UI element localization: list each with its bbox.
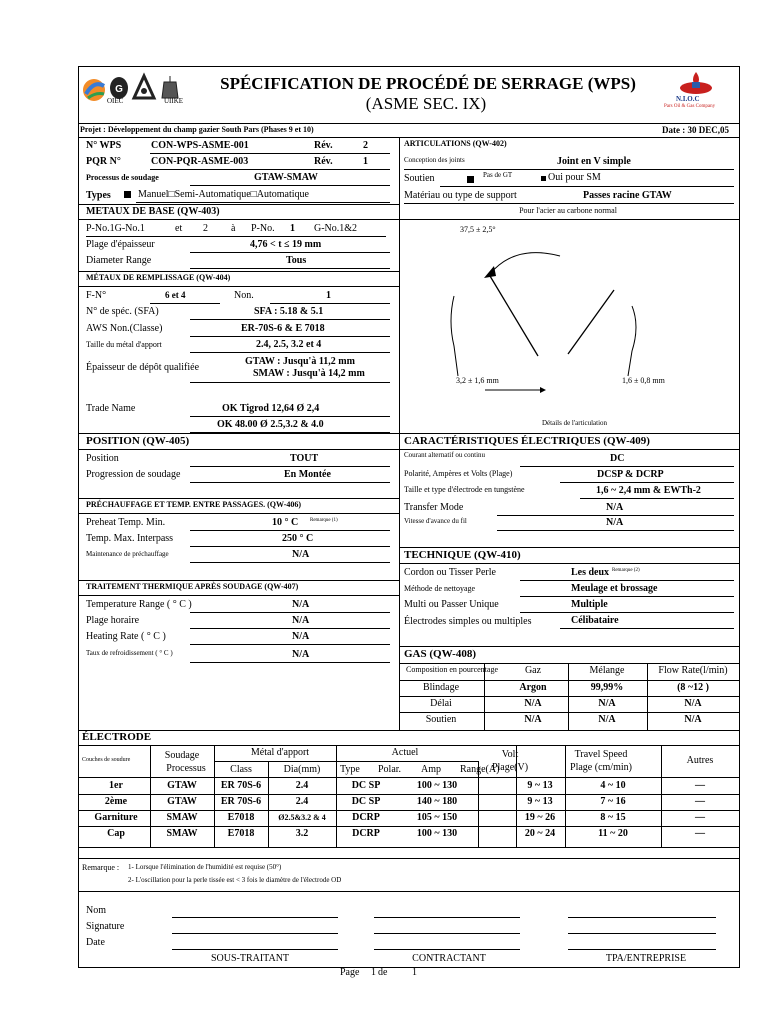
support-value: Passes racine GTAW [583, 190, 672, 201]
gno-label: G-No.1&2 [314, 223, 358, 234]
progression-label: Progression de soudage [86, 469, 181, 480]
logo-label-oiec: OIEC [107, 97, 124, 105]
electrode-h-polar: Polar. [378, 764, 402, 775]
gas-header-gaz: Gaz [524, 665, 542, 676]
electrode-cell: 3.2 [295, 828, 309, 839]
angle-label: 37,5 ± 2,5° [460, 225, 496, 234]
electrode-cell: GTAW [167, 780, 197, 791]
electrode-cell: 4 ~ 10 [600, 780, 626, 791]
svg-text:G: G [115, 84, 123, 95]
footer-page-label: Page [340, 967, 360, 978]
types-label: Types [86, 190, 111, 201]
preheat-min-label: Preheat Temp. Min. [86, 517, 166, 528]
backing-opt-1: Pas de GT [483, 171, 513, 179]
electrode-cell: — [695, 828, 705, 839]
deposit-label: Épaisseur de dépôt qualifiée [86, 362, 200, 373]
polarity-label: Polarité, Ampères et Volts (Plage) [404, 469, 513, 478]
gas-cell: N/A [524, 714, 542, 725]
pwht-range-label: Temperature Range ( ° C ) [86, 599, 192, 610]
gas-header-flow: Flow Rate(l/min) [658, 665, 728, 676]
size-label: Taille du métal d'apport [86, 340, 162, 349]
footer-total: 1 [412, 967, 417, 978]
electrode-cell: 20 ~ 24 [524, 828, 556, 839]
electrode-cell: — [695, 796, 705, 807]
electrode-cell: DC SP [351, 796, 381, 807]
position-label: Position [86, 453, 119, 464]
nioc-flame-icon [676, 70, 716, 96]
joint-caption: Détails de l'articulation [542, 419, 608, 427]
electrode-cell: Garniture [94, 812, 138, 823]
sign-signature-label: Signature [86, 921, 125, 932]
sfa-value: SFA : 5.18 & 5.1 [254, 306, 324, 317]
preheat-maint-label: Maintenance de préchauffage [86, 550, 169, 558]
electrode-cell: E7018 [227, 828, 255, 839]
pwht-time-label: Plage horaire [86, 615, 140, 626]
electrode-h-class: Class [230, 764, 252, 775]
pwht-rate-label: Heating Rate ( ° C ) [86, 631, 166, 642]
electrode-cell: 2ème [104, 796, 128, 807]
remarks-label: Remarque : [82, 863, 120, 872]
pass-value: Multiple [571, 599, 608, 610]
electrode-cell: DC SP [351, 780, 381, 791]
electrode-cell: 9 ~ 13 [527, 780, 553, 791]
page-subtitle: (ASME SEC. IX) [365, 94, 487, 113]
electrode-h-actual: Actuel [391, 747, 419, 758]
electrode-h-type: Type [340, 764, 360, 775]
electrode-cell: 2.4 [295, 796, 309, 807]
pno-label: P-No.1G-No.1 [86, 223, 145, 234]
thickness-value: 4,76 < t ≤ 19 mm [250, 239, 322, 250]
joint-design-label: Conception des joints [404, 156, 465, 164]
transfer-label: Transfer Mode [404, 502, 464, 513]
types-value: Manuel□Semi-Automatique□Automatique [138, 189, 309, 200]
right-dim-label: 1,6 ± 0,8 mm [622, 376, 665, 385]
pqr-rev: 1 [363, 156, 368, 167]
checkbox-manual-icon [124, 191, 131, 198]
electrode-h-volt-2: Plage(V) [491, 762, 529, 773]
footer-page-num: 1 [371, 967, 376, 978]
electrode-h-process-1: Soudage [164, 750, 200, 761]
electrode-h-other: Autres [686, 755, 714, 766]
nioc-label: N.I.O.C [676, 95, 700, 103]
process-label: Processus de soudage [86, 173, 159, 182]
gas-cell: 99,99% [590, 682, 624, 693]
gas-cell: Soutien [425, 714, 457, 725]
gas-cell: N/A [684, 714, 702, 725]
electrode-cell: Ø2.5&3.2 & 4 [278, 813, 326, 822]
electrode-title: ÉLECTRODE [82, 731, 152, 743]
pwht-title: TRAITEMENT THERMIQUE APRÈS SOUDAGE (QW-407) [86, 582, 299, 591]
tungsten-value: 1,6 ~ 2,4 mm & EWTh-2 [596, 485, 701, 496]
non-label: Non. [234, 290, 254, 301]
sign-col-tpa: TPA/ENTREPRISE [605, 953, 687, 964]
process-value: GTAW-SMAW [254, 172, 318, 183]
electrode-cell: — [695, 780, 705, 791]
deposit-value-gtaw: GTAW : Jusqu'à 11,2 mm [245, 356, 355, 367]
current-value: DC [610, 453, 625, 464]
page-title: SPÉCIFICATION DE PROCÉDÉ DE SERRAGE (WPS) [220, 74, 636, 93]
aws-value: ER-70S-6 & E 7018 [241, 323, 325, 334]
electrode-cell: 140 ~ 180 [416, 796, 458, 807]
thickness-label: Plage d'épaisseur [86, 239, 155, 250]
gas-header-composition: Composition en pourcentage [406, 665, 498, 674]
gas-cell: N/A [598, 714, 616, 725]
gas-header-melange: Mélange [589, 665, 625, 676]
trade-label: Trade Name [86, 403, 136, 414]
wire-label: Vitesse d'avance du fil [404, 517, 467, 525]
clean-value: Meulage et brossage [571, 583, 658, 594]
pqr-rev-label: Rév. [314, 156, 333, 167]
doc-date: Date : 30 DEC,05 [662, 125, 729, 135]
diameter-label: Diameter Range [86, 255, 152, 266]
deposit-value-smaw: SMAW : Jusqu'à 14,2 mm [253, 368, 365, 379]
pwht-rate-value: N/A [292, 631, 310, 642]
joint-note: Pour l'acier au carbone normal [519, 206, 617, 215]
current-label: Courant alternatif ou continu [404, 451, 486, 459]
logo-label-uiike: UIIKE [164, 97, 184, 105]
electrode-cell: ER 70S-6 [220, 796, 262, 807]
polarity-value: DCSP & DCRP [597, 469, 664, 480]
aws-label: AWS Non.(Classe) [86, 323, 163, 334]
gas-title: GAS (QW-408) [404, 648, 477, 660]
electrode-h-range: Range(A) [460, 764, 500, 775]
logo-group [82, 72, 186, 112]
footer-de: de [378, 967, 388, 978]
fn-value: 6 et 4 [165, 290, 186, 300]
electrode-cell: DCRP [352, 828, 380, 839]
electrode-h-dia: Dia(mm) [283, 764, 321, 775]
electrode-cell: ER 70S-6 [220, 780, 262, 791]
interpass-label: Temp. Max. Interpass [86, 533, 174, 544]
electrode-cell: 11 ~ 20 [598, 828, 628, 839]
interpass-value: 250 ° C [282, 533, 314, 544]
pwht-cool-value: N/A [292, 649, 310, 660]
electrode-cell: — [695, 812, 705, 823]
project-name: Projet : Développement du champ gazier South Pars (Phases 9 et 10) [80, 125, 314, 134]
electrode-h-volt-1: Volt [501, 749, 519, 760]
pqr-label: PQR N° [86, 156, 121, 167]
electrode-cell: 105 ~ 150 [416, 812, 458, 823]
tungsten-label: Taille et type d'électrode en tungstène [404, 485, 525, 494]
v-groove-diagram-icon [440, 226, 680, 426]
support-label: Matériau ou type de support [404, 190, 517, 201]
gas-cell: N/A [684, 698, 702, 709]
backing-opt-2: Oui pour SM [548, 172, 601, 183]
wire-value: N/A [606, 517, 624, 528]
electrode-cell: 9 ~ 13 [527, 796, 553, 807]
base-metals-title: METAUX DE BASE (QW-403) [86, 206, 220, 217]
electrode-h-amp: Amp [421, 764, 441, 775]
joint-sketch [440, 226, 680, 430]
position-title: POSITION (QW-405) [86, 435, 190, 447]
electrode-cell: DCRP [352, 812, 380, 823]
gas-cell: Blindage [422, 682, 460, 693]
transfer-value: N/A [606, 502, 624, 513]
checkbox-sm-icon [541, 176, 546, 181]
electrode-cell: 100 ~ 130 [416, 780, 458, 791]
electrode-h-travel-2: Plage (cm/min) [570, 762, 632, 773]
electrode-type-value: Célibataire [571, 615, 619, 626]
sfa-label: N° de spéc. (SFA) [86, 306, 159, 317]
wps-label: N° WPS [86, 140, 122, 151]
non-value: 1 [326, 290, 331, 301]
pwht-time-value: N/A [292, 615, 310, 626]
left-dim-label: 3,2 ± 1,6 mm [456, 376, 499, 385]
electrode-cell: 100 ~ 130 [416, 828, 458, 839]
electrode-h-layers: Couches de soudure [82, 757, 131, 763]
electrode-h-travel-1: Travel Speed [574, 749, 628, 760]
joint-design-value: Joint en V simple [557, 156, 631, 167]
electrode-cell: 2.4 [295, 780, 309, 791]
gas-cell: Argon [519, 682, 547, 693]
electrode-h-filler: Métal d'apport [250, 747, 310, 758]
sign-col-contractor: CONTRACTANT [412, 953, 486, 964]
diameter-value: Tous [286, 255, 307, 266]
electrode-cell: GTAW [167, 796, 197, 807]
pass-label: Multi ou Passer Unique [404, 599, 499, 610]
et-value: 2 [203, 223, 208, 234]
electrode-cell: 7 ~ 16 [600, 796, 626, 807]
wps-number: CON-WPS-ASME-001 [151, 140, 249, 151]
pwht-range-value: N/A [292, 599, 310, 610]
electrode-h-process-2: Processus [166, 763, 206, 774]
electrode-cell: SMAW [166, 828, 198, 839]
electrical-title: CARACTÉRISTIQUES ÉLECTRIQUES (QW-409) [404, 435, 650, 447]
electrode-type-label: Électrodes simples ou multiples [404, 616, 532, 627]
pqr-number: CON-PQR-ASME-003 [151, 156, 249, 167]
trade-value-1: OK Tigrod 12,64 Ø 2,4 [222, 403, 320, 414]
electrode-cell: 19 ~ 26 [524, 812, 556, 823]
position-value: TOUT [290, 453, 319, 464]
bead-note: Remarque (2) [612, 568, 640, 573]
pno2-value: 1 [290, 223, 295, 234]
pwht-cool-label: Taux de refroidissement ( ° C ) [86, 649, 173, 657]
clean-label: Méthode de nettoyage [404, 584, 476, 593]
wps-rev-label: Rév. [314, 140, 333, 151]
electrode-cell: E7018 [227, 812, 255, 823]
size-value: 2.4, 2.5, 3.2 et 4 [256, 339, 322, 350]
electrode-cell: 8 ~ 15 [600, 812, 626, 823]
gas-cell: N/A [598, 698, 616, 709]
backing-label: Soutien [404, 173, 435, 184]
progression-value: En Montée [284, 469, 331, 480]
preheat-maint-value: N/A [292, 549, 310, 560]
technique-title: TECHNIQUE (QW-410) [404, 549, 521, 561]
et-label: et [175, 223, 183, 234]
preheat-min-note: Remarque (1) [310, 518, 338, 523]
remark-2: 2- L'oscillation pour la perle tissée est < 3 fois le diamètre de l'électrode OD [128, 876, 342, 884]
electrode-cell: Cap [107, 828, 125, 839]
bead-label: Cordon ou Tisser Perle [404, 567, 496, 578]
joints-title: ARTICULATIONS (QW-402) [404, 139, 507, 148]
wps-rev: 2 [363, 140, 368, 151]
sign-nom-label: Nom [86, 905, 106, 916]
gas-cell: (8 ~12 ) [677, 682, 709, 693]
fn-label: F-N° [86, 290, 107, 301]
sign-col-subcontractor: SOUS-TRAITANT [210, 953, 290, 964]
electrode-cell: 1er [109, 780, 123, 791]
bead-value: Les deux [571, 567, 610, 578]
preheat-min-value: 10 ° C [272, 517, 299, 528]
gas-cell: Délai [430, 698, 452, 709]
pno2-label: P-No. [251, 223, 275, 234]
nioc-sublabel: Pars Oil & Gas Company [664, 104, 716, 109]
trade-value-2: OK 48.00 Ø 2.5,3.2 & 4.0 [217, 419, 324, 430]
sign-date-label: Date [86, 937, 105, 948]
preheat-title: PRÉCHAUFFAGE ET TEMP. ENTRE PASSAGES. (QW-406) [86, 500, 302, 509]
a-label: à [231, 223, 236, 234]
electrode-cell: SMAW [166, 812, 198, 823]
gas-cell: N/A [524, 698, 542, 709]
checkbox-gt-icon [467, 176, 474, 183]
remark-1: 1- Lorsque l'élimination de l'humidité est requise (50°) [128, 863, 282, 871]
filler-title: MÉTAUX DE REMPLISSAGE (QW-404) [86, 273, 231, 282]
